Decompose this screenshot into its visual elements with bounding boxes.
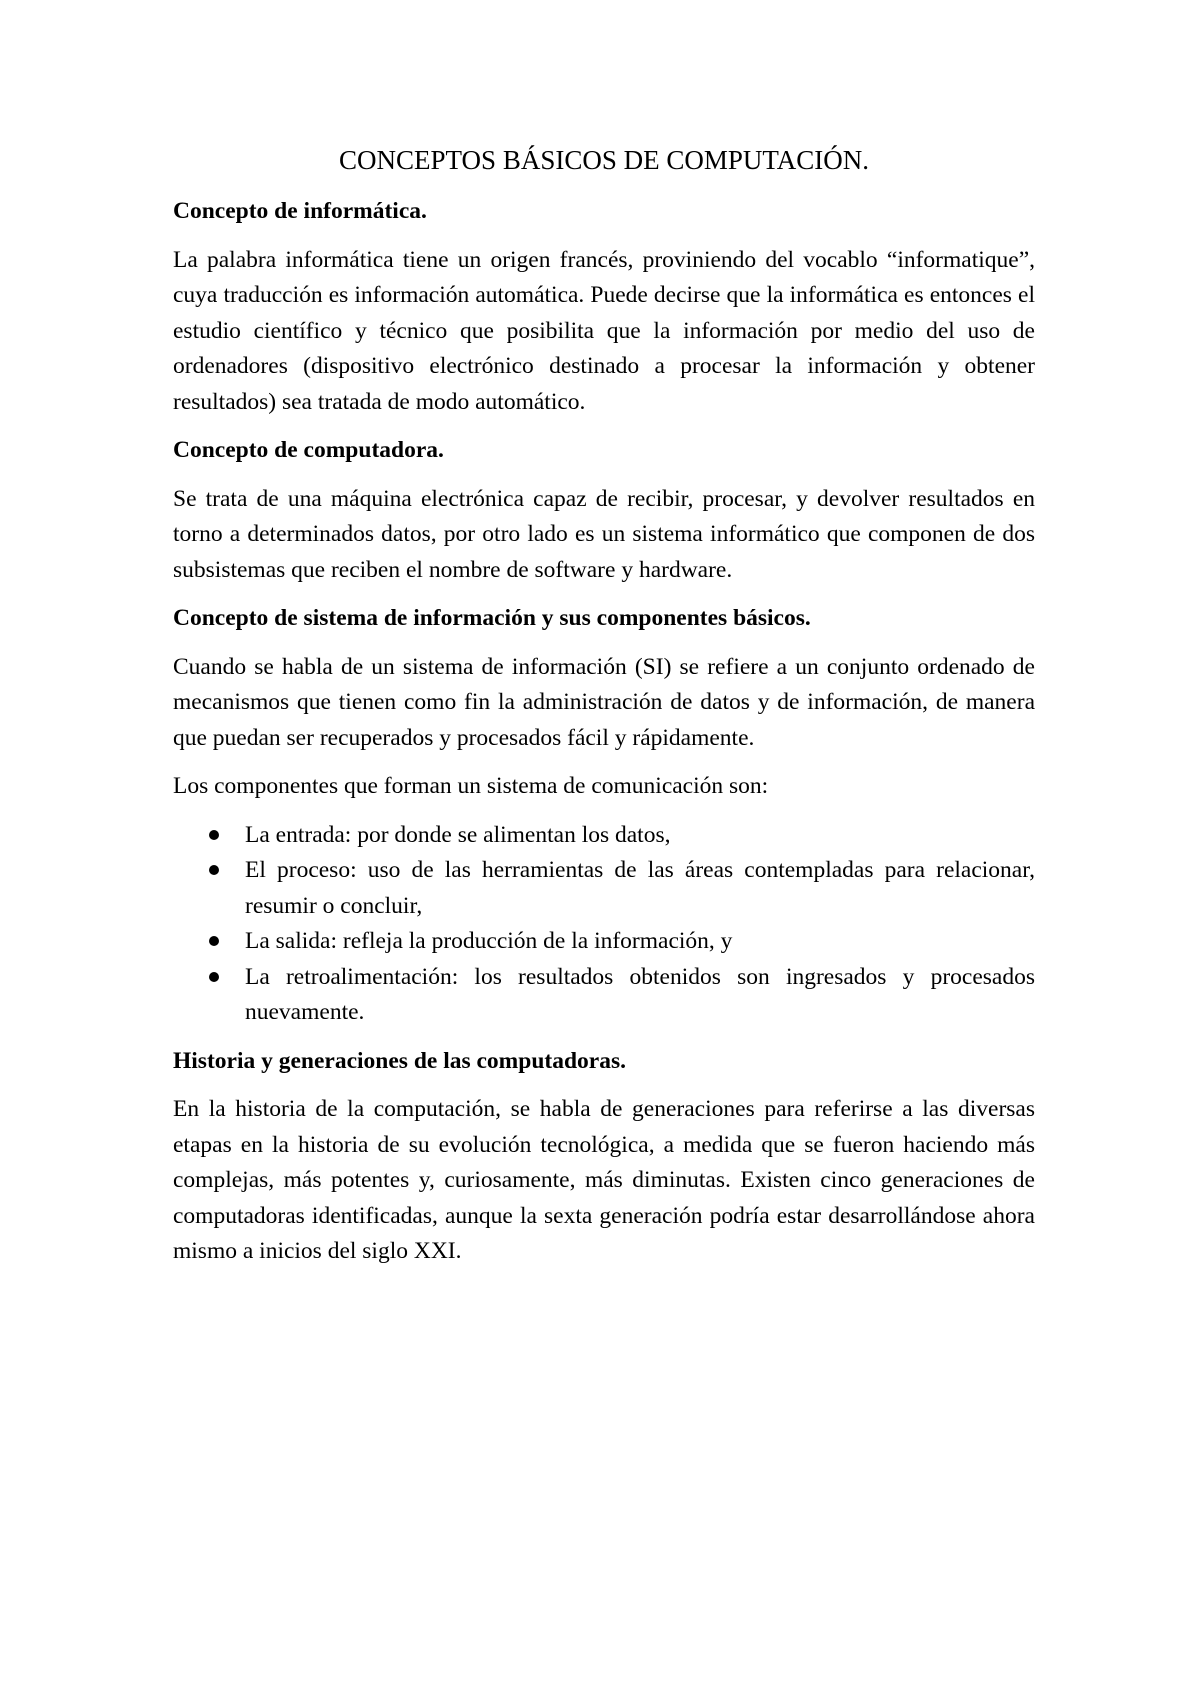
list-item-text: La retroalimentación: los resultados obtenidos son ingresados y procesados nuevamente. xyxy=(245,963,1035,1025)
bullet-icon xyxy=(209,972,219,982)
section-heading: Historia y generaciones de las computadoras. xyxy=(173,1047,626,1074)
section-sistema-informacion xyxy=(173,601,1035,1031)
section-paragraph: Cuando se habla de un sistema de información (SI) se refiere a un conjunto ordenado de mecanismos que tienen como fin la administración de datos y de información, de manera que puedan ser recuperados y procesados fácil y rápidamente. xyxy=(173,653,1035,751)
section-paragraph: Los componentes que forman un sistema de comunicación son: xyxy=(173,773,769,799)
section-paragraph: En la historia de la computación, se habla de generaciones para referirse a las diversas etapas en la historia de su evolución tecnológica, a medida que se fueron haciendo más complejas, más potentes y, curiosamente, más diminutas. Existen cinco generaciones de computadoras identificadas, aunque la sexta generación podría estar desarrollándose ahora mismo a inicios del siglo XXI. xyxy=(173,1096,1035,1264)
list-item-text: La salida: refleja la producción de la información, y xyxy=(245,928,733,954)
list-item xyxy=(173,924,1035,960)
document-body xyxy=(173,140,1035,1283)
section-heading: Concepto de informática. xyxy=(173,198,427,224)
list-item xyxy=(173,818,1035,854)
section-heading: Concepto de computadora. xyxy=(173,437,444,463)
list-item-text: El proceso: uso de las herramientas de las áreas contempladas para relacionar, resumir o concluir, xyxy=(245,857,1035,919)
section-paragraph: La palabra informática tiene un origen francés, proviniendo del vocablo “informatique”, cuya traducción es información automática. Puede decirse que la informática es entonces el estudio científico y técnico que posibilita que la información por medio del uso de ordenadores (dispositivo electrónico destinado a procesar la información y obtener resultados) sea tratada de modo automático. xyxy=(173,246,1035,415)
document-title: CONCEPTOS BÁSICOS DE COMPUTACIÓN. xyxy=(339,145,869,175)
list-item-text: La entrada: por donde se alimentan los datos, xyxy=(245,821,671,848)
section-computadora xyxy=(173,433,1035,588)
section-historia xyxy=(173,1044,1035,1270)
components-list xyxy=(173,818,1035,1031)
bullet-icon xyxy=(209,865,219,875)
bullet-icon xyxy=(209,830,219,840)
list-item xyxy=(173,960,1035,1031)
section-heading: Concepto de sistema de información y sus componentes básicos. xyxy=(173,605,811,631)
list-item xyxy=(173,853,1035,924)
section-informatica xyxy=(173,194,1035,420)
bullet-icon xyxy=(209,936,219,946)
section-paragraph: Se trata de una máquina electrónica capaz de recibir, procesar, y devolver resultados en torno a determinados datos, por otro lado es un sistema informático que componen de dos subsistemas que reciben el nombre de software y hardware. xyxy=(173,485,1035,583)
